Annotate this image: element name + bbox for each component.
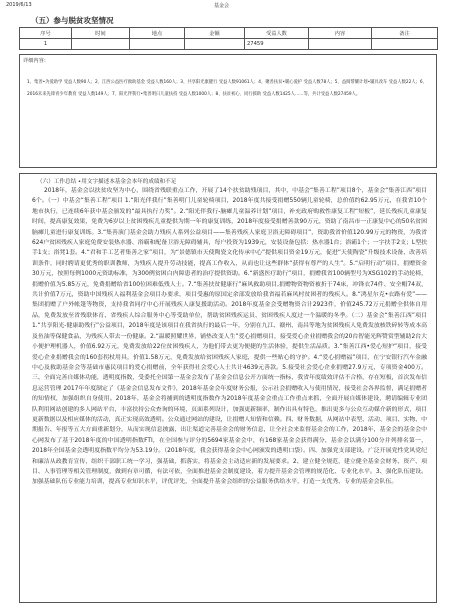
cell-amount <box>185 39 245 50</box>
cell-time <box>72 39 130 50</box>
col-header-index: 序号 <box>20 28 72 39</box>
col-header-location: 地点 <box>130 28 185 39</box>
work-summary-paragraph: 2018年，基金会以扶贫攻坚为中心，围绕省残联重点工作，开展了14个扶贫助残项目，其中，中基会“集善工程”项目8个，基金会“集善江西”项目6个。（一）中基会“集善工程”项目 1.“阳光伴我行”集善明门儿童轮椅项目，2018年度共接受捐赠550辆儿童轮椅，总价值约62.95万元，在我省10个地市执行，已连续6年获中基会颁发的“最具执行力奖”。2.“阳光伴我行-脑瘫儿童温养计划”项目，补充政府购救性康复工程“短板”，延长残疾儿童康复时间，提高康复效果，免费为6岁以上贫困残疾儿童提供为期一年的康复训练，2018年度接受捐赠善款90万元，资助了南昌市一正康复中心的50名贫困脑瘫儿童进行康复训练。3.“集善演门基金会助力残疾人系列公益项目——集善残疾人家庭卫浴无障碍项目”，资助我省价值120.99万元的物资，为我省624户贫困残疾人家庭免费安装热水器、浴霸和配备卫浴无障碍辅具，每户投资为1939元，安装设备包括：热水器1台；浴霸1个；一字扶手2支；L型扶手1支；浴凳1套。4.“君和手工艺者集善之家”项目，为“景德镇市天使陶瓷文化传承中心”提供项目资金19万元，促进“天使陶瓷”升级技术设备、改善培训条件，同时聘请更优秀的职训教师，为残疾人提升劳动技能，提高工作收入，从而也让这些群体“获得有尊严的人生”。5.“启明行动”项目，捐赠资金30万元，按照每例1000元资助标准，为300例贫困白内障患者的治疗提供资助。6.“新盛医疗助行”项目，捐赠我省100辆型号为XSG102的手动轮椅，捐赠价值为5.85万元，免费捐赠给省100位困难低残人士。7.“集善扶贫健康行”麻风救助项目,捐赠物资物资被折于74床，冲锋衣74件、安全帽74双，共计价值7万元，资助中国残疾人福利基金会项目办要求，项目受惠的原国定余部发放给我省福若麻风村贫困者的残疾人。8.“鸿星尔克•衣路有爱”——集团捐赠了户外帐篷等物资，支持我省同疗中心开展残疾人康复援助活动。2018年度基金会受赠物资合计2923件，价值245.72万元捐赠全供体自用品，免费发放至省残联体育、省残疾人综合服务中心等受助单位，帮助贫困残疾运员、贫困残疾人度过一个温暖的冬季。（二）基金会“集善江西”项目 1.“共享阳光-健康助残行”公益项目，2018年度是该项目在我省执行的最后一年，分别在九江、赣州、南昌等地为贫困残疾人免费发放核铁碎转等成本高及鱼油等保健食品，为残疾人带去一份健康。2.“温暖照耀世界，铺垫改变人生”爱心捐赠项目，接受爱心企业捐赠我会的20台智能光辉赞赏型辅助2台大小便护理机器人，价值6.92万元，免费发放给22位贫困残疾人，为他们带去更为便捷的生活体验，提供生活品质。3.“集善江西•爱心短护”项目，接受爱心企业捐赠我会的160套拐杖用具，价值1.58万元，免费发放给贫困残疾人家庭，提供一些贴心的守护。4.“爱心捐赠福”项目，在宁安银行汽车金融中心及救助基金会等基础市惠民项目的爱心捐赠前，全年获得社会爱心人士共计4639元善款。5.接受社会爱心企业捐赠27.9万元，专项资金400万。三、全面完善自媒体功能，透明度指数，受委托全国第一基金会发布了基金会信息公开方面统一指标，我省年度绩效评估不合格，存在短板，首次发布信息运营管理 2017年年度制定了《基金会信息发布文件》，2018年基金会年度财务公报，公示社会捐赠收入与使用情况，接受社会各界监督，满足捐赠者的知情权，加强组织自身使用。2018年，基金会将捕到的透明度指数作为2018年度基金会重点工作重点来抓，全面开展自媒体建设，聘请编辑专业团队利用网站创建的多人网站平台，丰富扶持公众查询的环境，页面系列设计，加强更新频率，制作出具有特色，推出更多与公众互动媒介新的形式，项目更新数据以及相应媒体的活动，真正实现高效透明。公众通过网站的建设，让捐赠人知情和信赖。四、财务数据，从网站中表型、活动、项目、实物、中期报告、年报等五大方面重新划分，从而实现信息披露，出让渠道完善基金会的财务信息，让全社会来监督基金会的工作，2018年，基金会的基金会中心网发布了基于2018年度的中国透明指数FTI，在全国参与评分的5694家基金会中，有168家基金会获得满分，基金会以满分100分并列排名第一，2018年全国基金会透明度指数平均分为53.19分。（2018年度，我会获得基金会中心网颁发的透明口袋）。四、加强党支部建设。广泛开展党性党风党纪和廉洁从政教育宣传，组织干部职工统一学习，强基础，抓落实，将基金会主动适应新的发展要求。2、建立健全规范，建立健全基金会财务、资产、项目、人事管理等相关管理制度，做到有章可循，有法可依，全面推进基金会制度建设，着力提升基金会管理的规范化、专业化水平。3、强化队伍建设。加强基础队伍专业能力培训，提高专业知识水平，评优评先，全面提升基金会组织的公益服务供给水平，打造一支优秀、专业的基金会队伍。 <box>32 188 427 486</box>
work-summary-title: （六）工作总结 •用文字描述本基金会本年的成绩和不足 <box>37 179 177 185</box>
cell-index: 1 <box>20 39 72 50</box>
section-poverty-alleviation-title: （五）参与脱贫攻坚情况 <box>31 16 114 25</box>
col-header-content: 内容 <box>309 28 372 39</box>
work-summary-box <box>19 173 437 603</box>
cell-remarks <box>372 39 438 50</box>
cell-beneficiaries: 27459 <box>245 39 309 50</box>
cell-content <box>309 39 372 50</box>
poverty-project-table <box>19 27 438 50</box>
details-label: 详细内容： <box>23 58 49 64</box>
header-date: 2019/6/13 <box>6 2 32 8</box>
col-header-remarks: 备注 <box>372 28 438 39</box>
table-row <box>20 39 438 50</box>
col-header-time: 时间 <box>72 28 130 39</box>
col-header-beneficiaries: 受益人数 <box>245 28 309 39</box>
work-summary-text <box>32 186 427 488</box>
col-header-amount: 金额 <box>185 28 245 39</box>
cell-location <box>130 39 185 50</box>
details-text: 1、集善•为爱助学 受益人数90人；2、江西公益医疗救助基金 受益人数160人；3、共享阳光康健行 受益人数91061人；4、聚善扶贫•暖心爱护 受益人数78人；5、益阅帮耀计划•辅具改车 受益人数22人；6、2016未来先锋青少年教育 受益人数149人；7、阳光伴我行•集善明日儿童扶持 受益人数1000人；8、扶贫初心、同行援助 受益人数1425人……等，共计受益人数27459人。 <box>27 80 427 97</box>
details-box <box>19 54 437 168</box>
table-header-row <box>20 28 438 39</box>
header-title: 基金会 <box>214 3 230 9</box>
